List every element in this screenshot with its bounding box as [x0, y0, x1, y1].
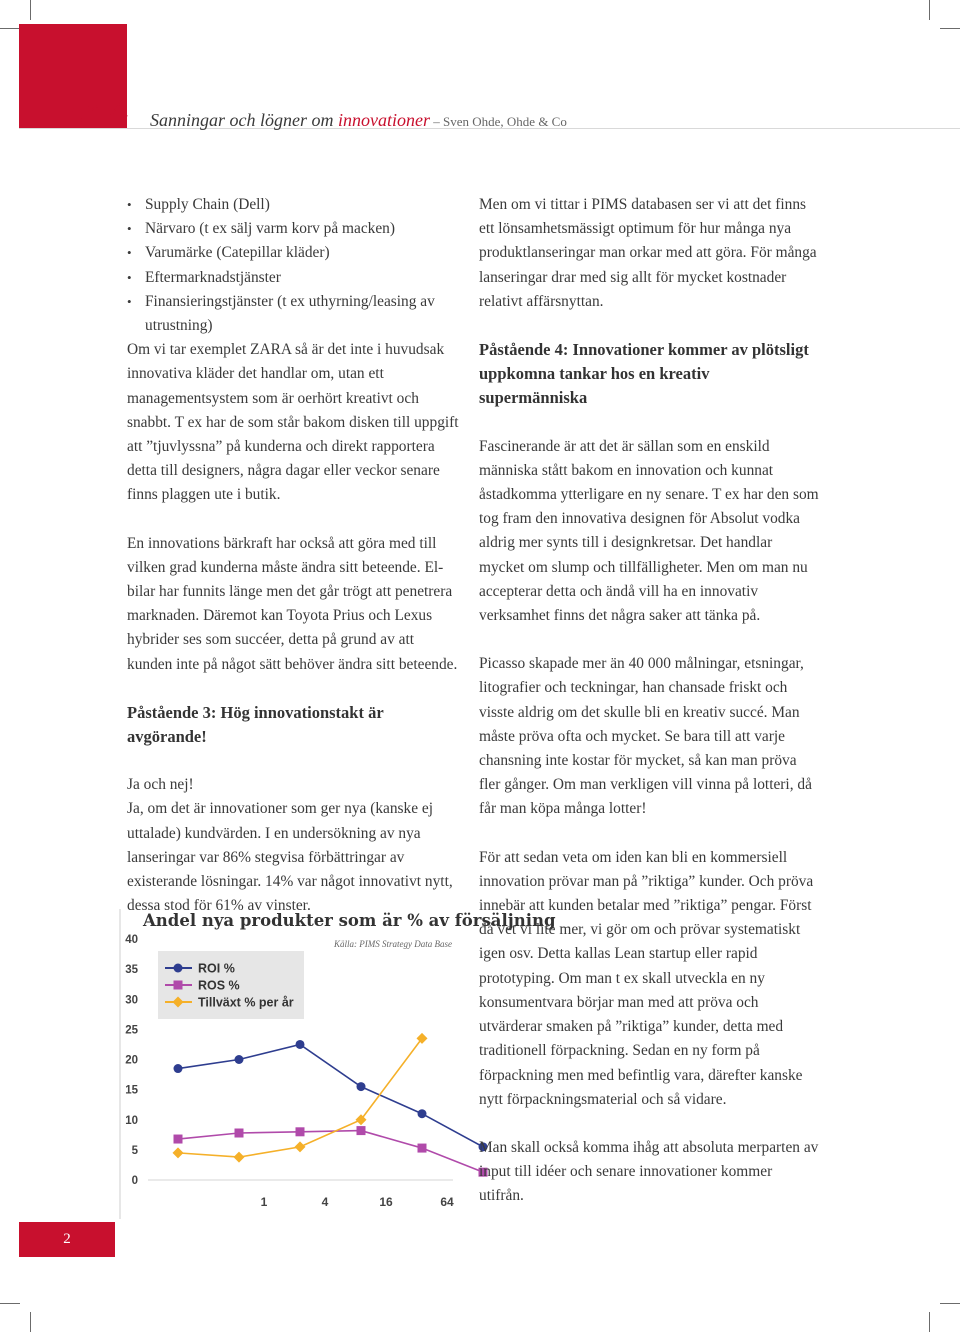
crop-mark — [929, 1312, 930, 1332]
legend-marker — [174, 981, 183, 990]
data-point — [418, 1144, 427, 1153]
left-column — [127, 193, 462, 918]
data-point — [234, 1152, 245, 1163]
header-title-accent: innovationer — [338, 110, 430, 130]
y-tick-label: 40 — [125, 934, 138, 946]
legend-marker — [174, 964, 183, 973]
data-point — [357, 1126, 366, 1135]
crop-mark — [0, 1303, 20, 1304]
crop-mark — [940, 28, 960, 29]
y-tick-label: 35 — [125, 964, 138, 977]
data-point — [235, 1129, 244, 1138]
data-point — [235, 1055, 244, 1064]
header-title-prefix: Sanningar och lögner om — [150, 110, 338, 130]
list-item: • Närvaro (t ex sälj varm korv på macken) — [127, 217, 462, 241]
data-point — [174, 1064, 183, 1073]
heading-claim-3: Påstående 3: Hög innovationstakt är avgörande! — [127, 702, 384, 747]
x-tick-label: 64 — [440, 1195, 454, 1209]
y-tick-label: 25 — [125, 1024, 138, 1037]
crop-mark — [0, 28, 20, 29]
crop-mark — [30, 1312, 31, 1332]
heading-claim-4: Påstående 4: Innovationer kommer av plötsligt uppkomna tankar hos en kreativ supermänniska — [479, 340, 809, 408]
legend-label: ROS % — [198, 978, 240, 993]
y-tick-label: 15 — [125, 1084, 138, 1097]
right-column — [479, 193, 819, 1209]
data-point — [295, 1141, 306, 1152]
line-chart — [118, 903, 556, 1219]
paragraph-final: Man skall också komma ihåg att absoluta merparten av input till idéer och senare innovationer kommer utifrån. — [479, 1138, 819, 1205]
x-tick-label: 1 — [260, 1195, 268, 1209]
crop-mark — [30, 0, 31, 20]
list-item: • Varumärke (Catepillar kläder) — [127, 241, 462, 265]
list-item: • Supply Chain (Dell) — [127, 193, 462, 217]
legend-label: Tillväxt % per år — [198, 995, 294, 1010]
crop-mark — [929, 0, 930, 20]
chart-figure — [118, 903, 556, 1219]
paragraph-ja-och-nej: Ja och nej! — [127, 776, 194, 794]
paragraph-fascinerande: Fascinerande är att det är sällan som en enskild människa stått bakom en innovation och kunnat åstadkomma ytterligare en ny senare. T ex har den som tog fram den innovativa designen för Absolut vodka aldrig mer synts till i designkretsar. Det handlar mycket om slump och tillfälligheter. Men om man nu accepterar detta och ändå vill ha en innovativ verksamhet finns det några saker att tänka på. — [479, 437, 819, 625]
y-tick-label: 5 — [131, 1144, 138, 1157]
data-point — [418, 1109, 427, 1118]
x-tick-label: 16 — [379, 1195, 393, 1209]
data-point — [296, 1127, 305, 1136]
paragraph-picasso: Picasso skapade mer än 40 000 målningar, etsningar, litografier och teckningar, han chansade friskt och visste aldrig om det skulle bli en kreativ succé. Man måste pröva ofta och mycket. Se bara till att varje chansning inte kostar för mycket, så kan man pröva fler gånger. Om man verkligen vill vinna på lotteri, då får man köpa många lotter! — [479, 655, 812, 818]
list-item: • Finansieringstjänster (t ex uthyrning/leasing av utrustning) — [127, 290, 462, 338]
header-author: – Sven Ohde, Ohde & Co — [430, 114, 567, 129]
paragraph-pims: Men om vi tittar i PIMS databasen ser vi att det finns ett lönsamhetsmässigt optimum för hur många nya produktlanseringar man orkar med att göra. För många lanseringar drar med sig allt för mycket kostnader relativt affärsnyttan. — [479, 196, 817, 310]
y-tick-label: 30 — [125, 994, 138, 1007]
y-tick-label: 10 — [125, 1114, 138, 1127]
data-point — [296, 1040, 305, 1049]
x-tick-label: 4 — [321, 1195, 329, 1209]
paragraph-lean-startup: För att sedan veta om iden kan bli en kommersiell innovation prövar man på ”riktiga” kunder. Och pröva innebär att kunden betalar med ”riktiga” pengar. Först då vet vi lite mer, vi gör om och prövar systematiskt igen osv. Detta kallas Lean startup eller rapid prototyping. Om man t ex skall utveckla en ny konsumentvara börjar man med att pröva och utvärderar smaken på ”riktiga” kunder, detta med traditionell förpackning. Sedan en ny form på förpackning men med befintlig vara, därefter kanske nytt förpackningsmaterial och så vidare. — [479, 848, 814, 1108]
legend-label: ROI % — [198, 961, 235, 976]
y-tick-label: 0 — [131, 1175, 138, 1187]
paragraph-zara: Om vi tar exemplet ZARA så är det inte i huvudsak innovativa kläder det handlar om, utan ett managementsystem som är oerhört kreativt och snabbt. T ex har de som står bakom disken till uppgift att ”tjuvlyssna” på kunderna och direkt rapportera detta till designers, några dagar eller veckor senare finns plaggen ute i butik. — [127, 341, 459, 504]
data-point — [173, 1147, 184, 1158]
list-item: • Eftermarknadstjänster — [127, 266, 462, 290]
data-point — [357, 1082, 366, 1091]
series-line — [178, 1131, 483, 1173]
issue-number: nr 4 — [66, 90, 129, 132]
y-tick-label: 20 — [125, 1054, 138, 1067]
bullet-list — [127, 193, 462, 338]
header-title — [150, 110, 567, 131]
page-number: 2 — [19, 1222, 115, 1257]
chart-title: Andel nya produkter som är % av försäljning — [143, 911, 556, 930]
crop-mark — [940, 1303, 960, 1304]
paragraph-barkraft: En innovations bärkraft har också att göra med till vilken grad kunderna måste ändra sitt beteende. El-bilar har funnits länge men det går trögt att penetrera marknaden. Däremot kan Toyota Prius och Lexus hybrider ses som succéer, detta på grund av att kunden inte på något sätt behöver ändra sitt beteende. — [127, 534, 458, 673]
data-point — [174, 1135, 183, 1144]
paragraph-kundvarden: Ja, om det är innovationer som ger nya (kanske ej uttalade) kundvärden. I en undersökning av nya lanseringar var 86% stegvisa förbättringar av existerande lösningar. 14% var något innovativt nytt, dessa stod för 61% av vinster. — [127, 800, 453, 915]
chart-source: Källa: PIMS Strategy Data Base — [334, 939, 452, 949]
